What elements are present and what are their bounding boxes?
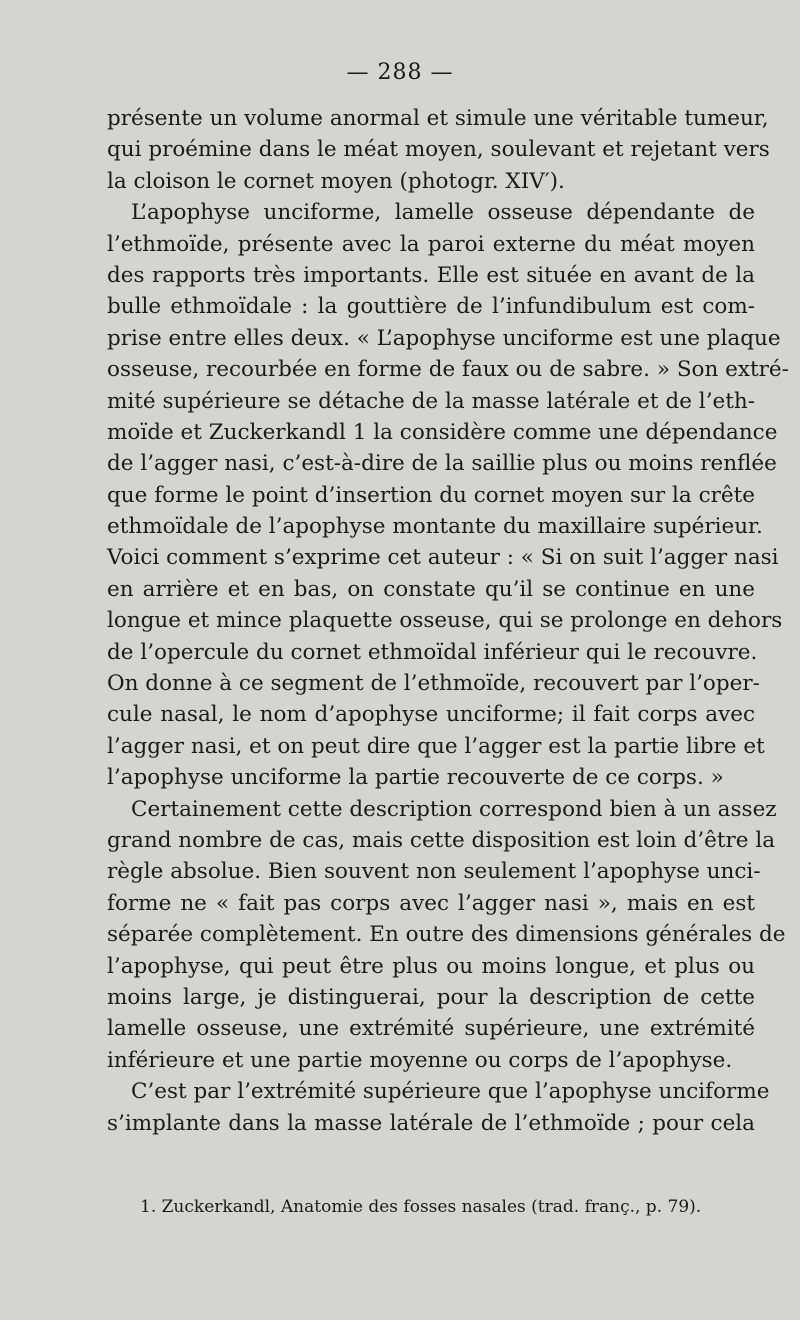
text-line: On donne à ce segment de l’ethmoïde, recouvert par l’oper- [107, 671, 760, 697]
text-line: que forme le point d’insertion du cornet moyen sur la crête [107, 482, 755, 508]
text-line: présente un volume anormal et simule une véritable tumeur, [107, 106, 769, 131]
text-line: Certainement cette description correspond bien à un assez [131, 796, 777, 822]
text-line: des rapports très importants. Elle est située en avant de la [107, 262, 755, 288]
text-line: l’apophyse, qui peut être plus ou moins longue, et plus ou [107, 953, 755, 979]
text-line: mité supérieure se détache de la masse latérale et de l’eth- [107, 388, 755, 414]
body-text [107, 103, 789, 1139]
text-line: moins large, je distinguerai, pour la description de cette [107, 984, 755, 1010]
text-line: séparée complètement. En outre des dimensions générales de [107, 922, 786, 948]
text-line: l’ethmoïde, présente avec la paroi externe du méat moyen [107, 231, 755, 257]
text-line: qui proémine dans le méat moyen, soulevant et rejetant vers [107, 137, 770, 163]
text-line: forme ne « fait pas corps avec l’agger nasi », mais en est [107, 890, 755, 916]
text-line: longue et mince plaquette osseuse, qui se prolonge en dehors [107, 608, 783, 634]
text-line: l’agger nasi, et on peut dire que l’agger est la partie libre et [107, 733, 765, 759]
text-line: L’apophyse unciforme, lamelle osseuse dépendante de [131, 200, 755, 226]
text-line: de l’opercule du cornet ethmoïdal inférieur qui le recouvre. [107, 639, 758, 665]
text-line: inférieure et une partie moyenne ou corps de l’apophyse. [107, 1047, 733, 1073]
text-line: s’implante dans la masse latérale de l’ethmoïde ; pour cela [107, 1110, 755, 1136]
page-number: — 288 — [346, 60, 454, 85]
text-line: C’est par l’extrémité supérieure que l’apophyse unciforme [131, 1079, 770, 1105]
text-line: moïde et Zuckerkandl 1 la considère comme une dépendance [107, 419, 778, 445]
text-line: lamelle osseuse, une extrémité supérieure, une extrémité [107, 1016, 755, 1042]
footnote: 1. Zuckerkandl, Anatomie des fosses nasales (trad. franç., p. 79). [140, 1197, 702, 1217]
text-line: en arrière et en bas, on constate qu’il se continue en une [107, 576, 755, 602]
text-line: la cloison le cornet moyen (photogr. XIV′). [107, 168, 565, 194]
text-line: prise entre elles deux. « L’apophyse unciforme est une plaque [107, 325, 781, 351]
text-line: bulle ethmoïdale : la gouttière de l’infundibulum est com- [107, 294, 755, 320]
text-line: osseuse, recourbée en forme de faux ou de sabre. » Son extré- [107, 357, 789, 383]
text-line: de l’agger nasi, c’est-à-dire de la saillie plus ou moins renflée [107, 451, 777, 477]
text-line: règle absolue. Bien souvent non seulement l’apophyse unci- [107, 859, 761, 885]
text-line: l’apophyse unciforme la partie recouverte de ce corps. » [107, 765, 724, 791]
text-line: grand nombre de cas, mais cette disposition est loin d’être la [107, 827, 776, 853]
text-line: cule nasal, le nom d’apophyse unciforme; il fait corps avec [107, 702, 755, 728]
text-line: Voici comment s’exprime cet auteur : « Si on suit l’agger nasi [107, 545, 779, 571]
text-line: ethmoïdale de l’apophyse montante du maxillaire supérieur. [107, 514, 763, 540]
